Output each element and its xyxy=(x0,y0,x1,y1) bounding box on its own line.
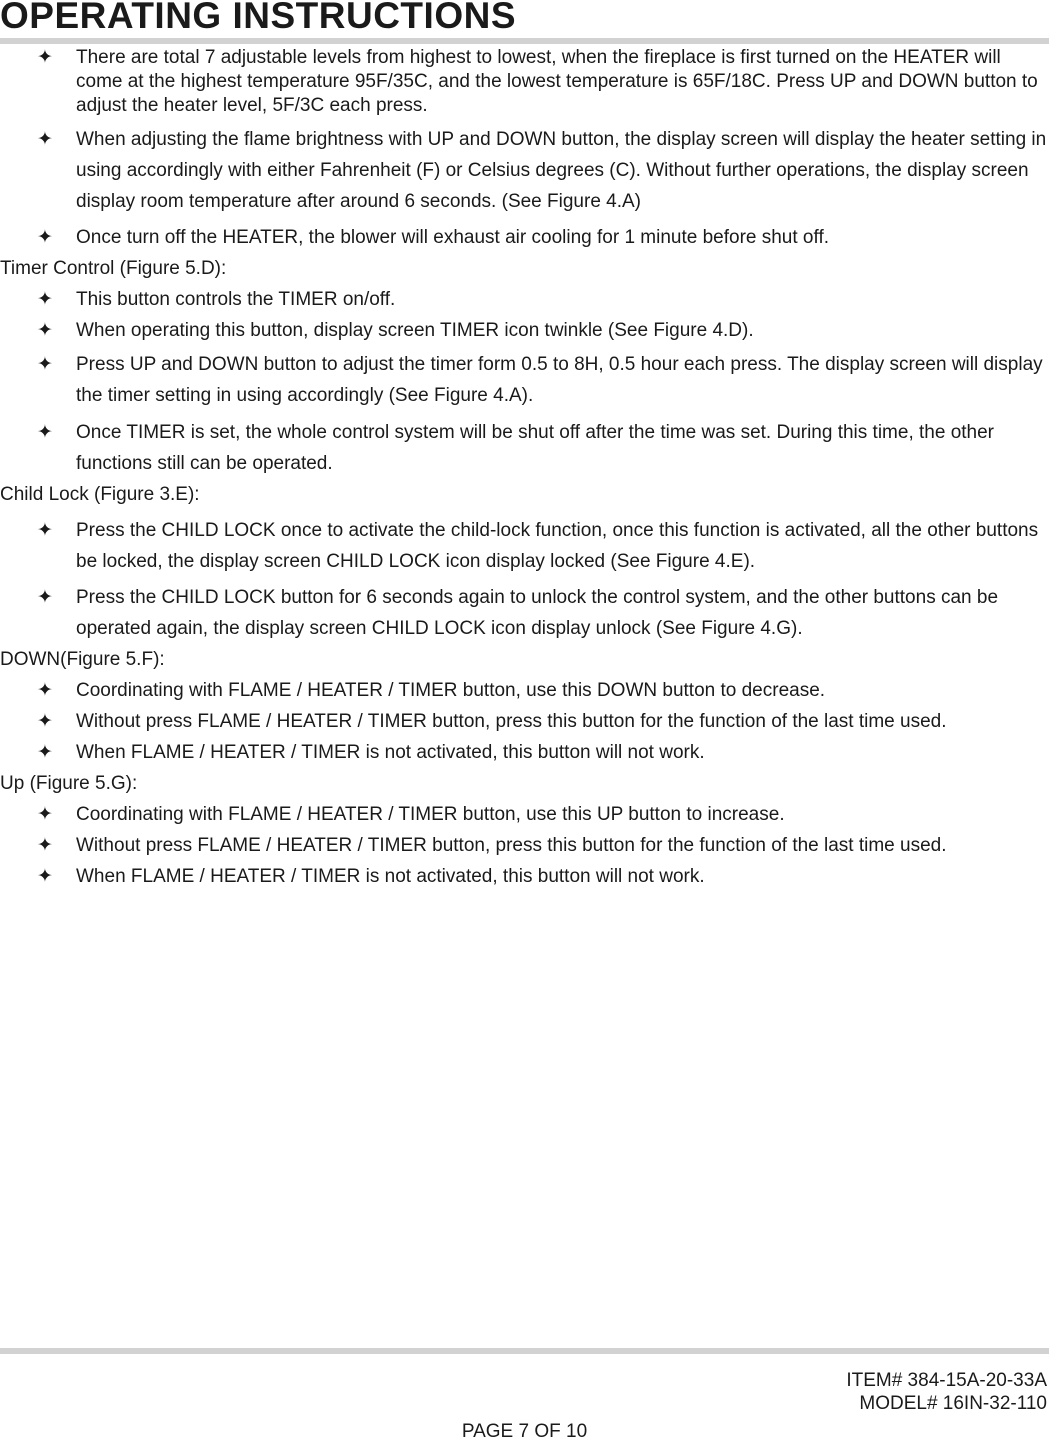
list-item-text: Without press FLAME / HEATER / TIMER button, press this button for the function of the last time used. xyxy=(76,711,947,732)
four-pointed-star-icon: ✦ xyxy=(37,354,53,375)
four-pointed-star-icon: ✦ xyxy=(37,289,53,310)
four-pointed-star-icon: ✦ xyxy=(37,587,53,608)
list-item xyxy=(0,315,1049,346)
list-item xyxy=(0,706,1049,737)
list-item xyxy=(0,46,1049,118)
list-item-text: There are total 7 adjustable levels from highest to lowest, when the fireplace is first turned on the HEATER will come at the highest temperature 95F/35C, and the lowest temperature is 65F/18C. Press UP and DOWN button to adjust the heater level, 5F/3C each press. xyxy=(76,47,1038,116)
four-pointed-star-icon: ✦ xyxy=(37,866,53,887)
four-pointed-star-icon: ✦ xyxy=(37,129,53,150)
four-pointed-star-icon: ✦ xyxy=(37,711,53,732)
four-pointed-star-icon: ✦ xyxy=(37,835,53,856)
section-heading-child-lock: Child Lock (Figure 3.E): xyxy=(0,484,200,505)
list-item-text: This button controls the TIMER on/off. xyxy=(76,289,396,310)
list-item xyxy=(0,675,1049,706)
list-item xyxy=(0,799,1049,830)
list-item-text: Press the CHILD LOCK button for 6 seconds again to unlock the control system, and the other buttons can be operated again, the display screen CHILD LOCK icon display unlock (See Figure 4.G). xyxy=(76,587,999,639)
list-item-text: When adjusting the flame brightness with UP and DOWN button, the display screen will display the heater setting in using accordingly with either Fahrenheit (F) or Celsius degrees (C). Without further operations, the display screen display room temperature after around 6 seconds. (See Figure 4.A) xyxy=(76,129,1047,212)
four-pointed-star-icon: ✦ xyxy=(37,422,53,443)
page-number: PAGE 7 OF 10 xyxy=(461,1421,588,1442)
list-item-text: Without press FLAME / HEATER / TIMER button, press this button for the function of the last time used. xyxy=(76,835,947,856)
list-item-text: When operating this button, display screen TIMER icon twinkle (See Figure 4.D). xyxy=(76,320,754,341)
list-item-text: Coordinating with FLAME / HEATER / TIMER button, use this UP button to increase. xyxy=(76,804,785,825)
list-item xyxy=(0,830,1049,861)
footer-model-number: MODEL# 16IN-32-110 xyxy=(859,1393,1047,1414)
section-heading-up: Up (Figure 5.G): xyxy=(0,773,138,794)
list-item xyxy=(0,284,1049,315)
bottom-divider xyxy=(0,1348,1049,1354)
four-pointed-star-icon: ✦ xyxy=(37,520,53,541)
section-heading-timer: Timer Control (Figure 5.D): xyxy=(0,258,227,279)
instructions-body xyxy=(0,46,1049,892)
top-divider xyxy=(0,38,1049,44)
four-pointed-star-icon: ✦ xyxy=(37,227,53,248)
four-pointed-star-icon: ✦ xyxy=(37,680,53,701)
list-item xyxy=(0,417,1049,479)
list-item xyxy=(0,124,1049,217)
list-item-text: Press UP and DOWN button to adjust the timer form 0.5 to 8H, 0.5 hour each press. The display screen will display the timer setting in using accordingly (See Figure 4.A). xyxy=(76,354,1043,406)
list-item-text: Press the CHILD LOCK once to activate the child-lock function, once this function is activated, all the other buttons be locked, the display screen CHILD LOCK icon display locked (See Figure 4.E). xyxy=(76,520,1039,572)
list-item-text: Coordinating with FLAME / HEATER / TIMER button, use this DOWN button to decrease. xyxy=(76,680,826,701)
list-item xyxy=(0,737,1049,768)
page-title: OPERATING INSTRUCTIONS xyxy=(0,0,516,36)
list-item-text: Once TIMER is set, the whole control system will be shut off after the time was set. During this time, the other functions still can be operated. xyxy=(76,422,995,474)
footer-item-number: ITEM# 384-15A-20-33A xyxy=(846,1370,1047,1391)
list-item xyxy=(0,222,1049,253)
list-item xyxy=(0,861,1049,892)
list-item-text: When FLAME / HEATER / TIMER is not activated, this button will not work. xyxy=(76,742,705,763)
list-item-text: Once turn off the HEATER, the blower will exhaust air cooling for 1 minute before shut off. xyxy=(76,227,829,248)
four-pointed-star-icon: ✦ xyxy=(37,47,53,68)
list-item xyxy=(0,582,1049,644)
four-pointed-star-icon: ✦ xyxy=(37,320,53,341)
list-item-text: When FLAME / HEATER / TIMER is not activated, this button will not work. xyxy=(76,866,705,887)
four-pointed-star-icon: ✦ xyxy=(37,804,53,825)
list-item xyxy=(0,349,1049,411)
section-heading-down: DOWN(Figure 5.F): xyxy=(0,649,165,670)
four-pointed-star-icon: ✦ xyxy=(37,742,53,763)
list-item xyxy=(0,515,1049,577)
